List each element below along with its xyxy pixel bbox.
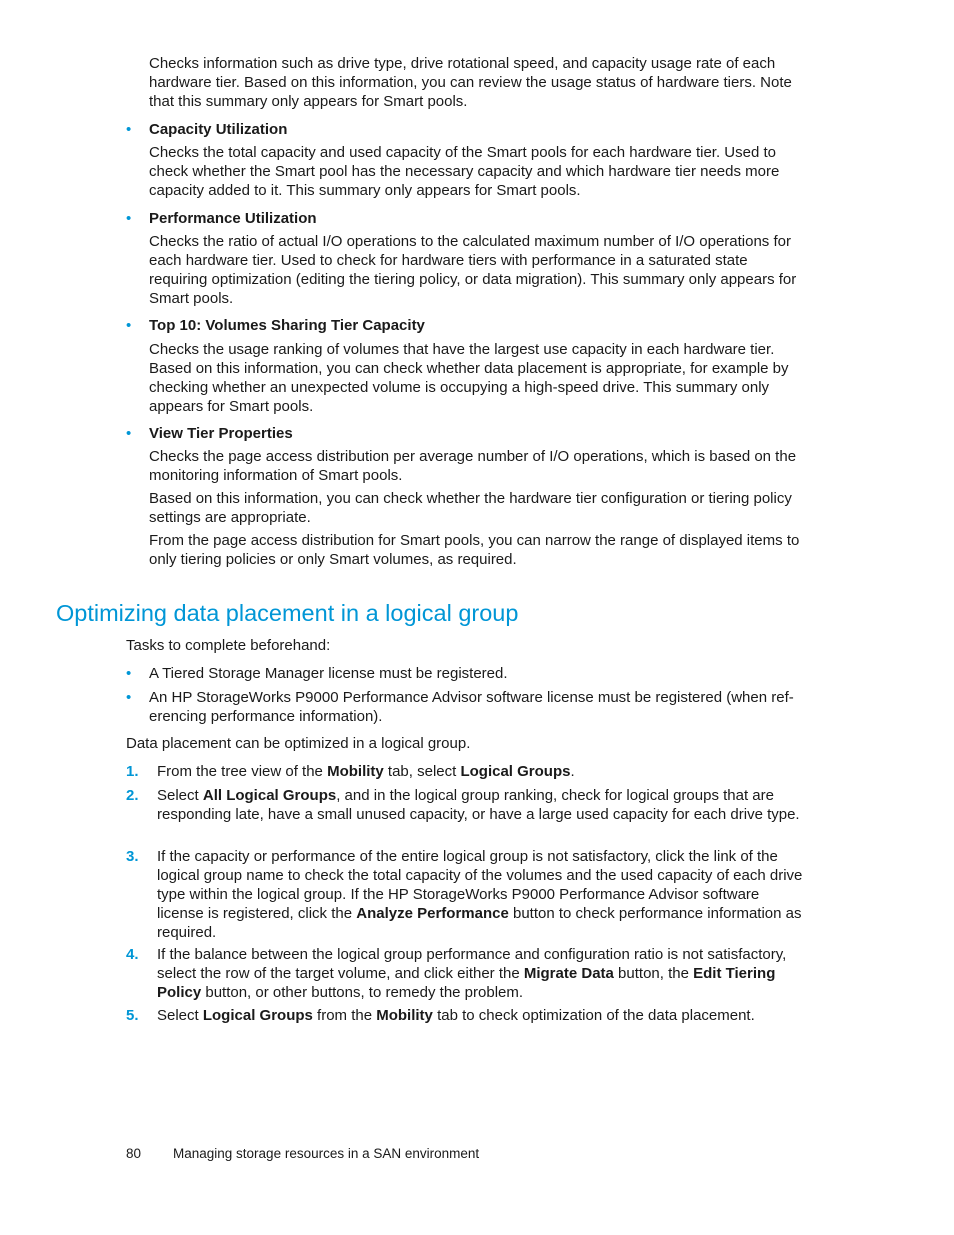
step-number: 1. xyxy=(126,763,139,780)
ui-term: Logical Groups xyxy=(202,1007,313,1024)
ui-term: Edit Tiering Policy xyxy=(157,965,776,1001)
summary-item-description: Checks the usage ranking of volumes that have the largest use capacity in each hardware tier. Based on this information, you can check whether data placement is appropriate, for example by checking whether an unexpected volume is occupying a high-speed drive. This summary only appears for Smart pools. xyxy=(149,341,789,415)
summary-item-title: Performance Utilization xyxy=(149,210,317,227)
step-text-run: button to check performance information as required. xyxy=(157,905,802,941)
bullet-icon: • xyxy=(126,317,132,334)
ui-term: Mobility xyxy=(376,1007,433,1024)
step-text-run: from the xyxy=(312,1007,377,1024)
step-text-run: From the tree view of the xyxy=(157,763,328,780)
summary-item-description: Checks the page access distribution per average number of I/O operations, which is based on the monitoring information of Smart pools. xyxy=(149,448,797,484)
section-lead: Data placement can be optimized in a logical group. xyxy=(126,735,471,752)
step-number: 2. xyxy=(126,787,139,804)
chapter-title: Managing storage resources in a SAN environment xyxy=(173,1146,480,1161)
ui-term: Mobility xyxy=(327,763,384,780)
bullet-icon: • xyxy=(126,425,132,442)
summary-item-title: Top 10: Volumes Sharing Tier Capacity xyxy=(149,317,425,334)
bullet-icon: • xyxy=(126,121,132,138)
bullet-icon: • xyxy=(126,689,132,706)
prereq-text: A Tiered Storage Manager license must be registered. xyxy=(149,665,508,682)
bullet-icon: • xyxy=(126,665,132,682)
step-text-run: Select xyxy=(157,1007,203,1024)
step-text-run: tab, select xyxy=(383,763,461,780)
ui-term: Migrate Data xyxy=(523,965,614,982)
step-text-run: If the balance between the logical group performance and configuration ratio is not satisfactory, select the row of the target volume, and click either the xyxy=(157,946,787,982)
prereq-text: An HP StorageWorks P9000 Performance Advisor software license must be registered (when ref-erencing performance information). xyxy=(149,689,794,725)
step-number: 5. xyxy=(126,1007,139,1024)
ui-term: Analyze Performance xyxy=(356,905,509,922)
prereq-intro: Tasks to complete beforehand: xyxy=(126,637,331,654)
summary-item-description: Based on this information, you can check whether the hardware tier configuration or tiering policy settings are appropriate. xyxy=(149,490,792,526)
summary-item-title: View Tier Properties xyxy=(149,425,293,442)
step-text-run: If the capacity or performance of the entire logical group is not satisfactory, click the link of the logical group name to check the total capacity of the volumes and the used capacity of each drive type within the logical group. If the HP StorageWorks P9000 Performance Advisor software license is registered, click the xyxy=(157,848,803,922)
summary-item-title: Capacity Utilization xyxy=(149,121,288,138)
summary-item-description: Checks the total capacity and used capacity of the Smart pools for each hardware tier. Used to check whether the Smart pool has the necessary capacity and which hardware tier needs more capacity added to it. This summary only appears for Smart pools. xyxy=(149,144,780,199)
step-number: 4. xyxy=(126,946,139,963)
step-text-run: button, or other buttons, to remedy the problem. xyxy=(201,984,524,1001)
summary-item-description: Checks the ratio of actual I/O operations to the calculated maximum number of I/O operations for each hardware tier. Used to check for hardware tiers with performance in a saturated state requiring optimization (editing the tiering policy, or data migration). This summary only appears for Smart pools. xyxy=(149,233,797,307)
step-text-run: button, the xyxy=(613,965,694,982)
ui-term: All Logical Groups xyxy=(202,787,337,804)
step-text-run: , and in the logical group ranking, check for logical groups that are responding late, have a small unused capacity, or have a large used capacity for each drive type. xyxy=(157,787,800,823)
step-text xyxy=(157,1006,807,1025)
section-heading: Optimizing data placement in a logical group xyxy=(56,600,519,626)
step-text xyxy=(157,762,807,781)
step-text-run: Select xyxy=(157,787,203,804)
step-text xyxy=(157,786,807,824)
page-number: 80 xyxy=(126,1146,142,1161)
step-text xyxy=(157,945,807,1002)
summary-item-description: From the page access distribution for Smart pools, you can narrow the range of displayed items to only tiering policies or only Smart volumes, as required. xyxy=(149,532,800,568)
step-text xyxy=(157,847,807,942)
intro-paragraph: Checks information such as drive type, drive rotational speed, and capacity usage rate of each hardware tier. Based on this information, you can review the usage status of hardware tiers. Note that this summary only appears for Smart pools. xyxy=(149,55,792,110)
step-text-run: . xyxy=(570,763,575,780)
step-text-run: tab to check optimization of the data placement. xyxy=(432,1007,755,1024)
bullet-icon: • xyxy=(126,210,132,227)
ui-term: Logical Groups xyxy=(460,763,571,780)
step-number: 3. xyxy=(126,848,139,865)
